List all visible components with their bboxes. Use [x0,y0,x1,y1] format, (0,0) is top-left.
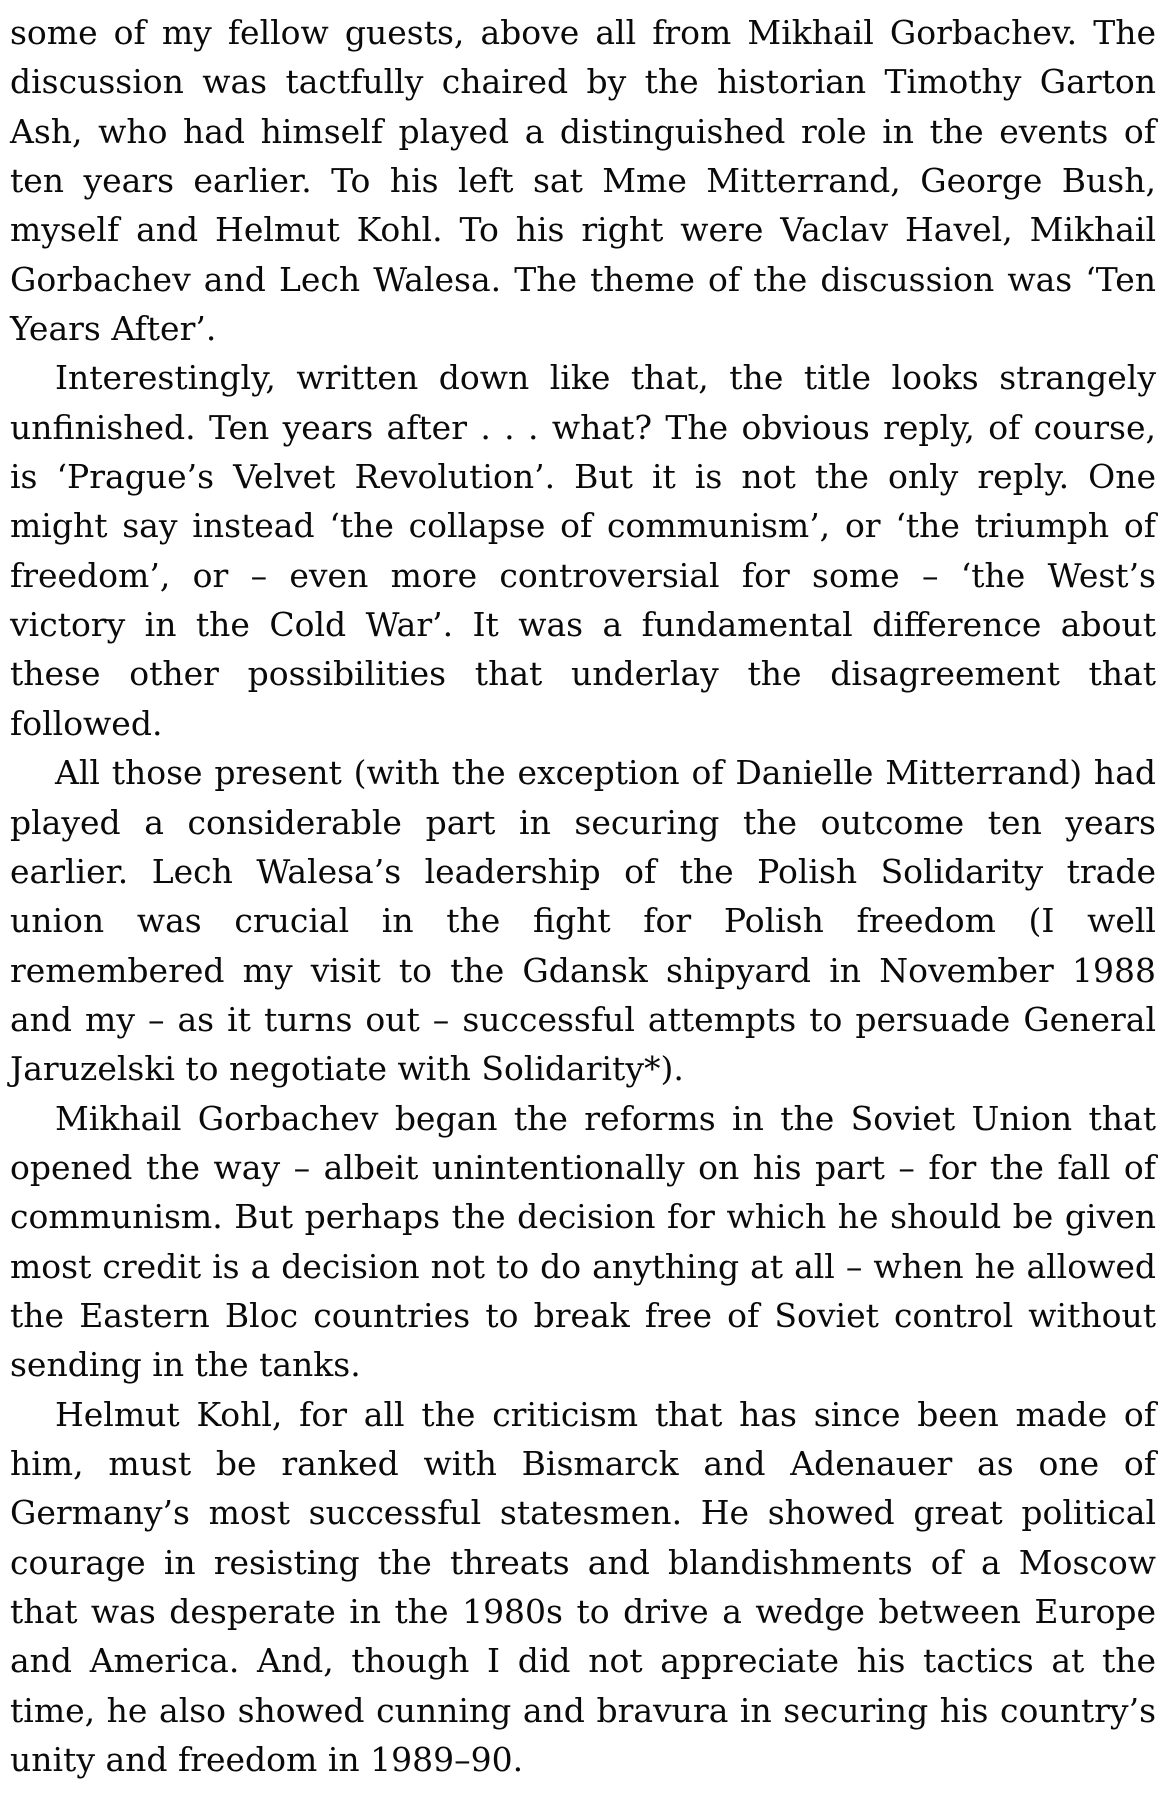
paragraph-kohl: Helmut Kohl, for all the criticism that has since been made of him, must be ranked with Bismarck and Adenauer as one of Germany’s most successful statesmen. He showed great political courage in resisting the threats and blandishments of a Moscow that was desperate in the 1980s to drive a wedge between Europe and America. And, though I did not appreciate his tactics at the time, he also showed cunning and bravura in securing his country’s unity and freedom in 1989–90. [10,1394,1156,1780]
book-page-text [10,8,1156,1784]
paragraph-those-present: All those present (with the exception of Danielle Mitterrand) had played a considerable part in securing the outcome ten years earlier. Lech Walesa’s leadership of the Polish Solidarity trade union was crucial in the fight for Polish freedom (I well remembered my visit to the Gdansk shipyard in November 1988 and my – as it turns out – successful attempts to persuade General Jaruzelski to negotiate with Solidarity*). [10,753,1156,1089]
paragraph-gorbachev: Mikhail Gorbachev began the reforms in the Soviet Union that opened the way – albeit unintentionally on his part – for the fall of communism. But perhaps the decision for which he should be given most credit is a decision not to do anything at all – when he allowed the Eastern Bloc countries to break free of Soviet control without sending in the tanks. [10,1098,1156,1385]
paragraph-continuation: some of my fellow guests, above all from Mikhail Gorbachev. The discussion was tactfully chaired by the historian Timothy Garton Ash, who had himself played a distinguished role in the events of ten years earlier. To his left sat Mme Mitterrand, George Bush, myself and Helmut Kohl. To his right were Vaclav Havel, Mikhail Gorbachev and Lech Walesa. The theme of the discussion was ‘Ten Years After’. [10,13,1156,349]
paragraph-ten-years-after: Interestingly, written down like that, the title looks strangely unfinished. Ten years after . . . what? The obvious reply, of course, is ‘Prague’s Velvet Revolution’. But it is not the only reply. One might say instead ‘the collapse of communism’, or ‘the triumph of freedom’, or – even more controversial for some – ‘the West’s victory in the Cold War’. It was a fundamental difference about these other possibilities that underlay the disagreement that followed. [10,358,1156,743]
